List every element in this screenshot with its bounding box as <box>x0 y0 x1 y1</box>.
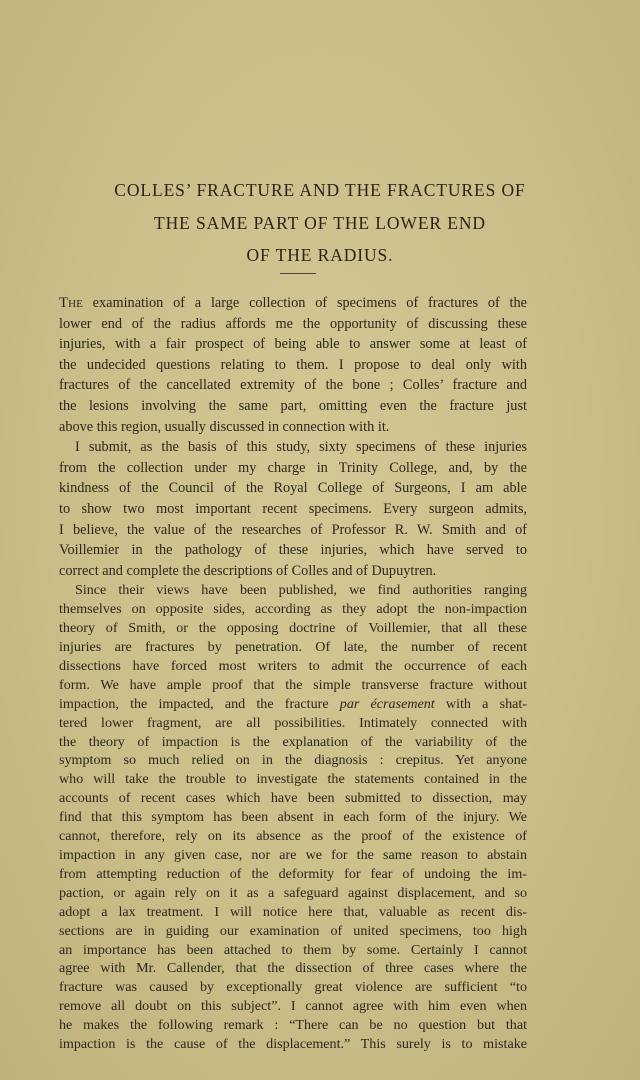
paragraph-2 <box>59 437 527 581</box>
paragraph-2-line: I submit, as the basis of this study, sixty specimens of these injuries <box>75 439 527 456</box>
paragraph-1 <box>59 293 527 437</box>
body-text <box>59 293 527 1054</box>
title-line-2: THE SAME PART OF THE LOWER END <box>154 212 486 233</box>
paragraph-3-line: themselves on opposite sides, according as they adopt the non-impaction <box>59 601 527 618</box>
paragraph-3-line <box>59 695 527 714</box>
paragraph-3-line: theory of Smith, or the opposing doctrine of Voillemier, that all these <box>59 620 527 637</box>
paragraph-3-line: who will take the trouble to investigate the statements contained in the <box>59 771 527 788</box>
paragraph-2-line: kindness of the Council of the Royal College of Surgeons, I am able <box>59 480 527 497</box>
paragraph-2-line: Voillemier in the pathology of these injuries, which have served to <box>59 542 527 559</box>
paragraph-3-line: paction, or again rely on it as a safeguard against displacement, and so <box>59 884 527 901</box>
paragraph-3-line: fracture was caused by exceptionally great violence are sufficient “to <box>59 979 527 996</box>
paragraph-3-line: find that this symptom has been absent in each form of the injury. We <box>59 809 527 826</box>
paragraph-3-line: the theory of impaction is the explanation of the variability of the <box>59 733 527 750</box>
paragraph-3-line: impaction in any given case, nor are we for the same reason to abstain <box>59 847 527 863</box>
paragraph-3-line: adopt a lax treatment. I will notice here that, valuable as recent dis- <box>59 903 527 920</box>
paragraph-3 <box>59 581 527 1054</box>
paragraph-3-line: sections are in guiding our examination of united specimens, too high <box>59 922 527 939</box>
paragraph-3-line: from attempting reduction of the deformity for fear of undoing the im- <box>59 865 527 882</box>
chapter-title <box>40 174 600 272</box>
paragraph-3-line: form. We have ample proof that the simple transverse fracture without <box>59 676 527 693</box>
paragraph-1-line: fractures of the cancellated extremity of the bone ; Colles’ fracture and <box>59 377 527 394</box>
paragraph-3-line: symptom so much relied on in the diagnosis : crepitus. Yet anyone <box>59 752 527 769</box>
paragraph-2-line: to show two most important recent specimens. Every surgeon admits, <box>59 500 527 517</box>
paragraph-3-line: impaction is the cause of the displacement.” This surely is to mistake <box>59 1036 527 1053</box>
italic-line-post: with a shat- <box>434 695 528 712</box>
title-line-3: OF THE RADIUS. <box>246 245 394 265</box>
paragraph-3-line: Since their views have been published, we find authorities ranging <box>75 582 527 599</box>
paragraph-1-line: above this region, usually discussed in connection with it. <box>59 418 390 435</box>
paragraph-2-line: correct and complete the descriptions of Colles and of Dupuytren. <box>59 562 437 579</box>
paragraph-1-line: the lesions involving the same part, omitting even the fracture just <box>59 397 527 414</box>
paragraph-2-line: from the collection under my charge in Trinity College, and, by the <box>59 459 527 476</box>
paragraph-3-line: tered lower fragment, are all possibilities. Intimately connected with <box>59 714 527 731</box>
paragraph-3-line: cannot, therefore, rely on its absence as the proof of the existence of <box>59 828 527 845</box>
paragraph-3-line: he makes the following remark : “There can be no question but that <box>59 1017 527 1034</box>
paragraph-2-line: I believe, the value of the researches of Professor R. W. Smith and of <box>59 521 527 538</box>
title-line-1: COLLES’ FRACTURE AND THE FRACTURES OF <box>114 180 526 200</box>
paragraph-1-line: injuries, with a fair prospect of being able to answer some at least of <box>59 336 527 353</box>
paragraph-1-line: the undecided questions relating to them. I propose to deal only with <box>59 356 527 373</box>
paragraph-1-line: lower end of the radius affords me the opportunity of discussing these <box>59 315 527 332</box>
paragraph-3-line: injuries are fractures by penetration. Of late, the number of recent <box>59 639 527 656</box>
paragraph-1-text: examination of a large collection of specimens of fractures of the <box>82 295 527 311</box>
lead-word: The <box>59 295 83 311</box>
paragraph-3-line: an importance has been attached to them by some. Certainly I cannot <box>59 941 527 958</box>
paragraph-3-line: agree with Mr. Callender, that the dissection of three cases where the <box>59 960 527 977</box>
italic-line-pre: impaction, the impacted, and the fracture <box>59 695 340 712</box>
italic-term: par écrasement <box>339 695 435 712</box>
paragraph-1-line <box>59 293 527 314</box>
title-divider <box>280 273 316 274</box>
paragraph-3-line: remove all doubt on this subject”. I cannot agree with him even when <box>59 998 527 1015</box>
paragraph-3-line: dissections have forced most writers to admit the occurrence of each <box>59 657 527 674</box>
paragraph-3-line: accounts of recent cases which have been submitted to dissection, may <box>59 790 527 807</box>
